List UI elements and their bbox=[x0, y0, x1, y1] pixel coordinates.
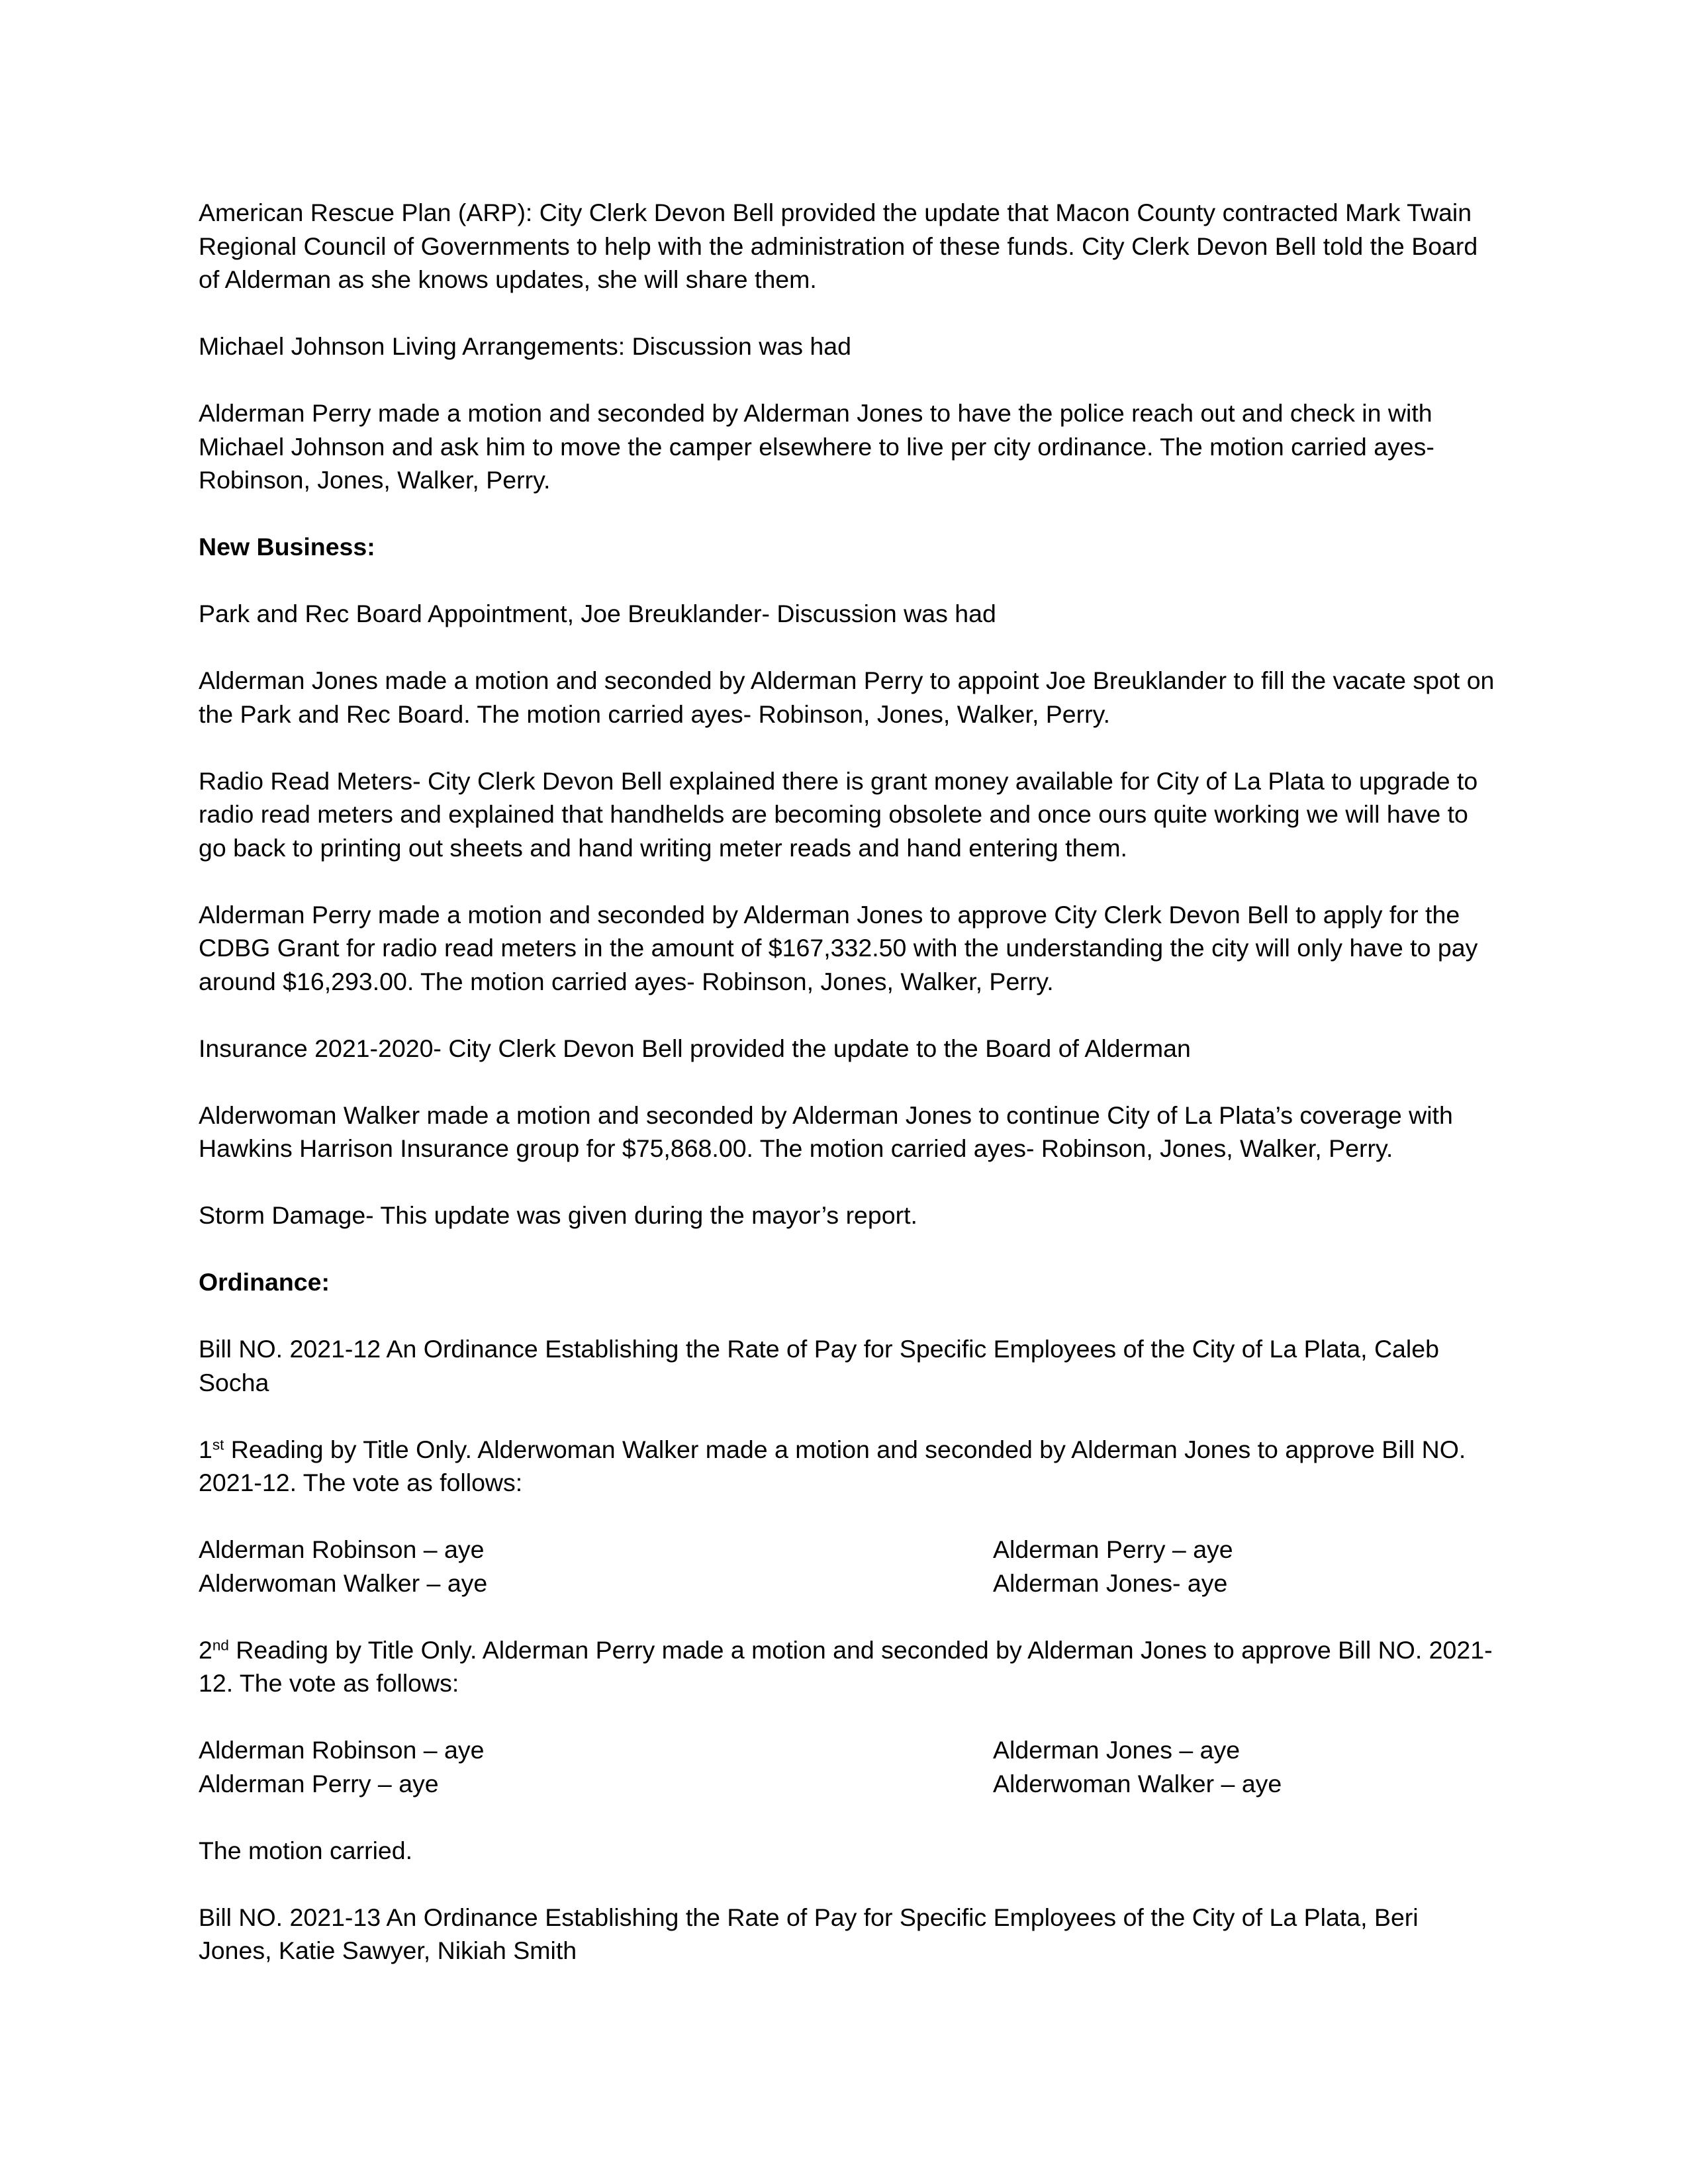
vote-entry: Alderman Jones- aye bbox=[993, 1569, 1228, 1597]
vote-entry: Alderwoman Walker – aye bbox=[993, 1769, 1282, 1797]
vote-entry: Alderwoman Walker – aye bbox=[199, 1569, 488, 1597]
radio-meters-topic: Radio Read Meters- City Clerk Devon Bell explained there is grant money available for City of La Plata to upgrade to radio read meters and explained that handhelds are becoming obsolete and once ours quite working we will have to go back to printing out sheets and hand writing meter reads and hand entering them. bbox=[199, 766, 1478, 862]
first-reading-votes bbox=[199, 1533, 1496, 1600]
new-business-heading: New Business: bbox=[199, 533, 375, 561]
johnson-topic: Michael Johnson Living Arrangements: Discussion was had bbox=[199, 332, 851, 360]
vote-entry: Alderman Robinson – aye bbox=[199, 1535, 485, 1563]
storm-damage-topic: Storm Damage- This update was given during the mayor’s report. bbox=[199, 1201, 917, 1229]
vote-entry: Alderman Jones – aye bbox=[993, 1736, 1241, 1764]
vote-entry: Alderman Robinson – aye bbox=[199, 1736, 485, 1764]
insurance-motion: Alderwoman Walker made a motion and seconded by Alderman Jones to continue City of La Plata’s coverage with Hawkins Harrison Insurance group for $75,868.00. The motion carried ayes- Robinson, Jones, Walker, Perry. bbox=[199, 1101, 1453, 1162]
bill-2021-12-title: Bill NO. 2021-12 An Ordinance Establishing the Rate of Pay for Specific Employees of the City of La Plata, Caleb Socha bbox=[199, 1335, 1439, 1396]
first-reading-text: Reading by Title Only. Alderwoman Walker made a motion and seconded by Alderman Jones to approve Bill NO. 2021-12. The vote as follows: bbox=[199, 1435, 1466, 1496]
ordinance-heading: Ordinance: bbox=[199, 1268, 330, 1296]
first-reading bbox=[199, 1433, 1496, 1500]
park-rec-topic: Park and Rec Board Appointment, Joe Breuklander- Discussion was had bbox=[199, 600, 996, 627]
second-reading bbox=[199, 1633, 1496, 1700]
second-reading-text: Reading by Title Only. Alderman Perry made a motion and seconded by Alderman Jones to approve Bill NO. 2021-12. The vote as follows: bbox=[199, 1635, 1493, 1697]
vote-entry: Alderman Perry – aye bbox=[199, 1769, 439, 1797]
vote-entry: Alderman Perry – aye bbox=[993, 1535, 1233, 1563]
second-reading-ordinal: nd bbox=[212, 1637, 229, 1654]
insurance-topic: Insurance 2021-2020- City Clerk Devon Bell provided the update to the Board of Alderman bbox=[199, 1034, 1191, 1062]
motion-carried: The motion carried. bbox=[199, 1836, 413, 1864]
arp-paragraph: American Rescue Plan (ARP): City Clerk Devon Bell provided the update that Macon County contracted Mark Twain Regional Council of Governments to help with the administration of these funds. City Clerk Devon Bell told the Board of Alderman as she knows updates, she will share them. bbox=[199, 199, 1478, 293]
radio-meters-motion: Alderman Perry made a motion and seconded by Alderman Jones to approve City Clerk Devon Bell to apply for the CDBG Grant for radio read meters in the amount of $167,332.50 with the understanding the city will only have to pay around $16,293.00. The motion carried ayes- Robinson, Jones, Walker, Perry. bbox=[199, 900, 1478, 995]
second-reading-votes bbox=[199, 1733, 1496, 1800]
johnson-motion: Alderman Perry made a motion and seconded by Alderman Jones to have the police reach out and check in with Michael Johnson and ask him to move the camper elsewhere to live per city ordinance. The motion carried ayes- Robinson, Jones, Walker, Perry. bbox=[199, 399, 1434, 494]
bill-2021-13-title: Bill NO. 2021-13 An Ordinance Establishing the Rate of Pay for Specific Employees of the City of La Plata, Beri Jones, Katie Sawyer, Nikiah Smith bbox=[199, 1903, 1419, 1964]
first-reading-ordinal: st bbox=[212, 1436, 224, 1453]
second-reading-number: 2 bbox=[199, 1635, 212, 1664]
first-reading-number: 1 bbox=[199, 1435, 212, 1463]
park-rec-motion: Alderman Jones made a motion and seconded by Alderman Perry to appoint Joe Breuklander to fill the vacate spot on the Park and Rec Board. The motion carried ayes- Robinson, Jones, Walker, Perry. bbox=[199, 666, 1495, 728]
minutes-body bbox=[199, 196, 1496, 2001]
